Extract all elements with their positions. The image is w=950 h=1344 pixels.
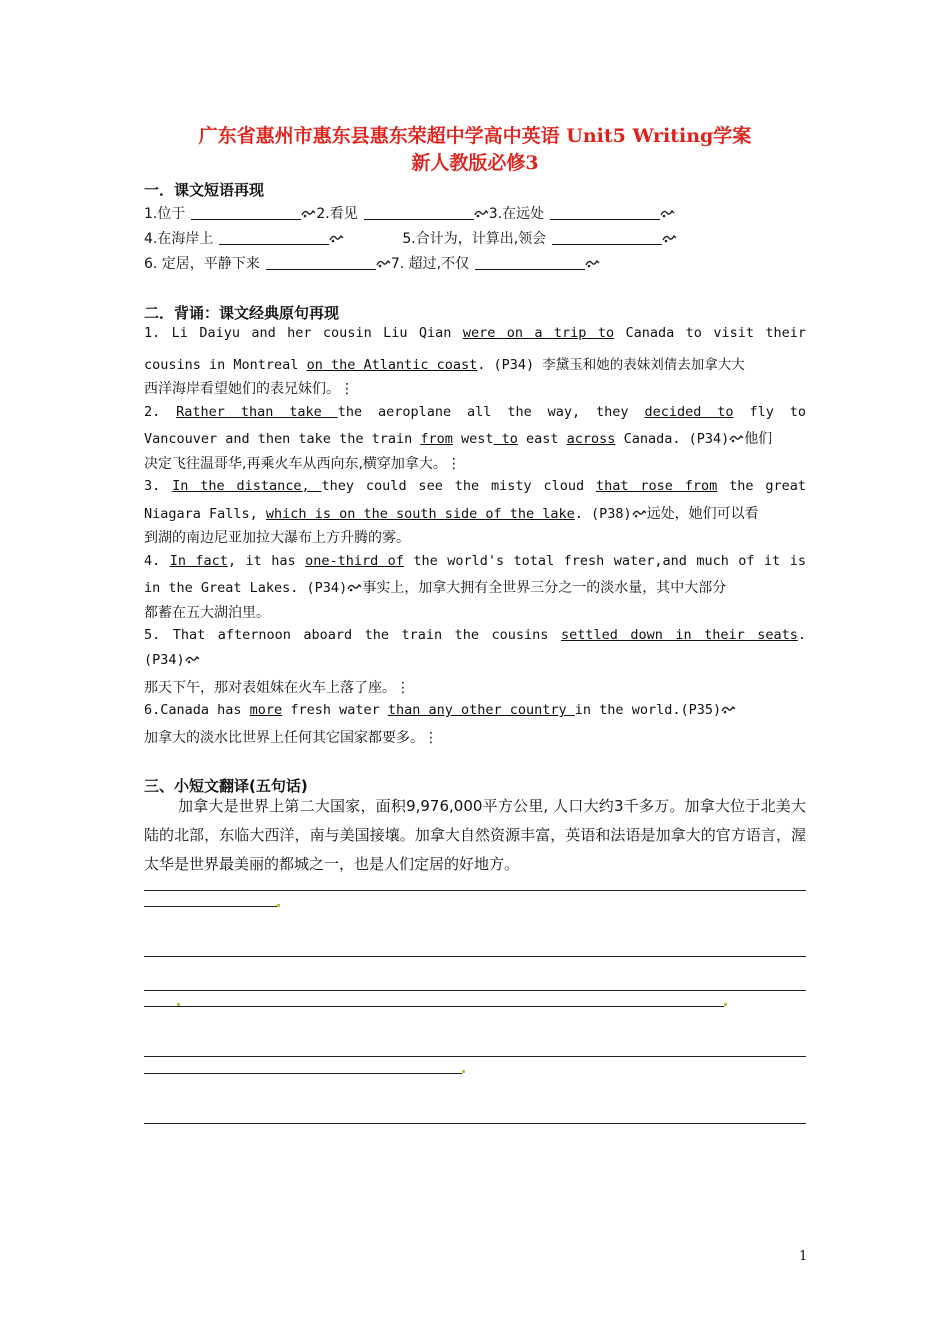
pen-icon: [185, 653, 200, 665]
key-phrase: one-third of: [305, 553, 404, 569]
answer-blank[interactable]: [266, 255, 376, 270]
key-phrase: across: [566, 431, 616, 447]
key-phrase: settled down in their seats: [560, 627, 798, 643]
key-phrase: on the Atlantic coast: [306, 357, 478, 373]
text: 1. Li Daiyu and her cousin Liu Qian: [144, 325, 463, 341]
sentence4-line2: [144, 577, 806, 597]
title-line-1: 广东省惠州市惠东县惠东荣超中学高中英语 Unit5 Writing学案: [198, 125, 752, 147]
answer-line[interactable]: [144, 890, 806, 891]
answer-line[interactable]: [144, 990, 806, 991]
pen-icon: [474, 207, 489, 219]
phrase-7: 7. 超过,不仅: [390, 256, 470, 272]
answer-line[interactable]: [144, 1056, 806, 1057]
text: cousins in Montreal: [144, 357, 307, 373]
phrase-3: 3.在远处: [488, 206, 545, 222]
text: Vancouver and then take the train: [144, 431, 421, 447]
sentence6-line1: [144, 702, 806, 718]
text: fresh water: [282, 702, 388, 718]
phrase-2: 2.看见: [316, 206, 358, 222]
text: 他们: [744, 431, 773, 447]
pen-icon: [721, 703, 736, 715]
mark-dot: [724, 1003, 727, 1006]
text: 3.: [144, 478, 173, 494]
answer-line[interactable]: [144, 906, 278, 907]
text: the world's total fresh water,and much of it is: [403, 553, 806, 569]
page-number: 1: [799, 1249, 808, 1264]
answer-blank[interactable]: [550, 205, 660, 220]
sentence3-line3: 到湖的南边尼亚加拉大瀑布上方升腾的雾。: [144, 530, 410, 546]
text: . (P34) 李黛玉和她的表妹刘倩去加拿大大: [477, 357, 745, 373]
text: 5. That afternoon aboard the train the cousins: [144, 627, 561, 643]
answer-blank[interactable]: [364, 205, 474, 220]
sentence5-line3: 那天下午，那对表姐妹在火车上落了座。⋮: [144, 680, 410, 696]
text: in the world.(P35): [574, 702, 722, 718]
text: 6.Canada has: [144, 702, 250, 718]
answer-blank[interactable]: [475, 255, 585, 270]
sentence6-line2: 加拿大的淡水比世界上任何其它国家都要多。⋮: [144, 730, 438, 746]
text: 事实上，加拿大拥有全世界三分之一的淡水量，其中大部分: [362, 580, 727, 596]
text: the aeroplane all the way, they: [337, 404, 645, 420]
answer-blank[interactable]: [219, 230, 329, 245]
phrase-row-2: [144, 228, 806, 248]
text: 2.: [144, 404, 177, 420]
key-phrase: decided to: [644, 404, 734, 420]
mark-dot: [462, 1070, 465, 1073]
sentence3-line2: [144, 503, 806, 523]
sentence2-line2: [144, 428, 806, 448]
answer-line[interactable]: [144, 1006, 724, 1007]
text: west: [452, 431, 494, 447]
text: , it has: [227, 553, 306, 569]
text: Canada. (P34): [615, 431, 730, 447]
phrase-1: 1.位于: [144, 206, 186, 222]
text: they could see the misty cloud: [321, 478, 596, 494]
answer-line[interactable]: [144, 1123, 806, 1124]
sentence1-line3: 西洋海岸看望她们的表兄妹们。⋮: [144, 381, 354, 397]
pen-icon: [376, 257, 391, 269]
pen-icon: [662, 232, 677, 244]
title-line-2: 新人教版必修3: [411, 152, 539, 174]
key-phrase: Rather than take: [176, 404, 338, 420]
section1-heading: 一．课文短语再现: [144, 181, 265, 199]
sentence5-line2: [144, 652, 806, 668]
text: Canada to visit their: [614, 325, 807, 341]
pen-icon: [301, 207, 316, 219]
key-phrase: from: [420, 431, 453, 447]
text: .: [797, 627, 806, 643]
phrase-5: 5.合计为，计算出,领会: [402, 231, 547, 247]
answer-blank[interactable]: [552, 230, 662, 245]
sentence1-line1: [144, 325, 806, 341]
text: fly to: [733, 404, 806, 420]
phrase-row-3: [144, 253, 806, 273]
sentence3-line1: [144, 478, 806, 494]
answer-line[interactable]: [144, 956, 806, 957]
text: 4.: [144, 553, 170, 569]
key-phrase: In fact: [169, 553, 228, 569]
section3-heading: 三、小短文翻译(五句话): [144, 777, 308, 795]
mark-dot: [277, 904, 280, 907]
sentence4-line1: [144, 553, 806, 569]
sentence1-line2: [144, 353, 806, 373]
key-phrase: which is on the south side of the lake: [265, 506, 575, 522]
phrase-6: 6. 定居，平静下来: [144, 256, 260, 272]
mark-dot: [177, 1003, 180, 1006]
pen-icon: [660, 207, 675, 219]
translation-passage: 加拿大是世界上第二大国家，面积9,976,000平方公里, 人口大约3千多万。加拿大位于北美大陆的北部，东临大西洋，南与美国接壤。加拿大自然资源丰富，英语和法语是加拿大的官方语言，渥太华是世界最美丽的都城之一，也是人们定居的好地方。: [144, 797, 806, 873]
pen-icon: [632, 507, 647, 519]
pen-icon: [729, 432, 744, 444]
key-phrase: In the distance,: [172, 478, 322, 494]
key-phrase: were on a trip to: [462, 325, 615, 341]
pen-icon: [585, 257, 600, 269]
sentence2-line1: [144, 404, 806, 420]
answer-blank[interactable]: [191, 205, 301, 220]
section2-heading: 二．背诵：课文经典原句再现: [144, 304, 340, 322]
key-phrase: than any other country: [387, 702, 575, 718]
sentence4-line3: 都蓄在五大湖泊里。: [144, 605, 270, 621]
pen-icon: [347, 581, 362, 593]
key-phrase: that rose from: [595, 478, 718, 494]
text: Niagara Falls,: [144, 506, 266, 522]
pen-icon: [329, 232, 344, 244]
text: 远处，她们可以看: [646, 506, 759, 522]
phrase-row-1: [144, 203, 806, 223]
text: in the Great Lakes. (P34): [144, 580, 348, 596]
text: the great: [717, 478, 807, 494]
text: (P34): [144, 652, 185, 668]
phrase-4: 4.在海岸上: [144, 231, 214, 247]
text: east: [517, 431, 567, 447]
text: . (P38): [574, 506, 632, 522]
sentence5-line1: [144, 627, 806, 643]
sentence2-line3: 决定飞往温哥华,再乘火车从西向东,横穿加拿大。⋮: [144, 456, 461, 472]
key-phrase: to: [493, 431, 518, 447]
answer-line[interactable]: [144, 1073, 462, 1074]
key-phrase: more: [249, 702, 283, 718]
